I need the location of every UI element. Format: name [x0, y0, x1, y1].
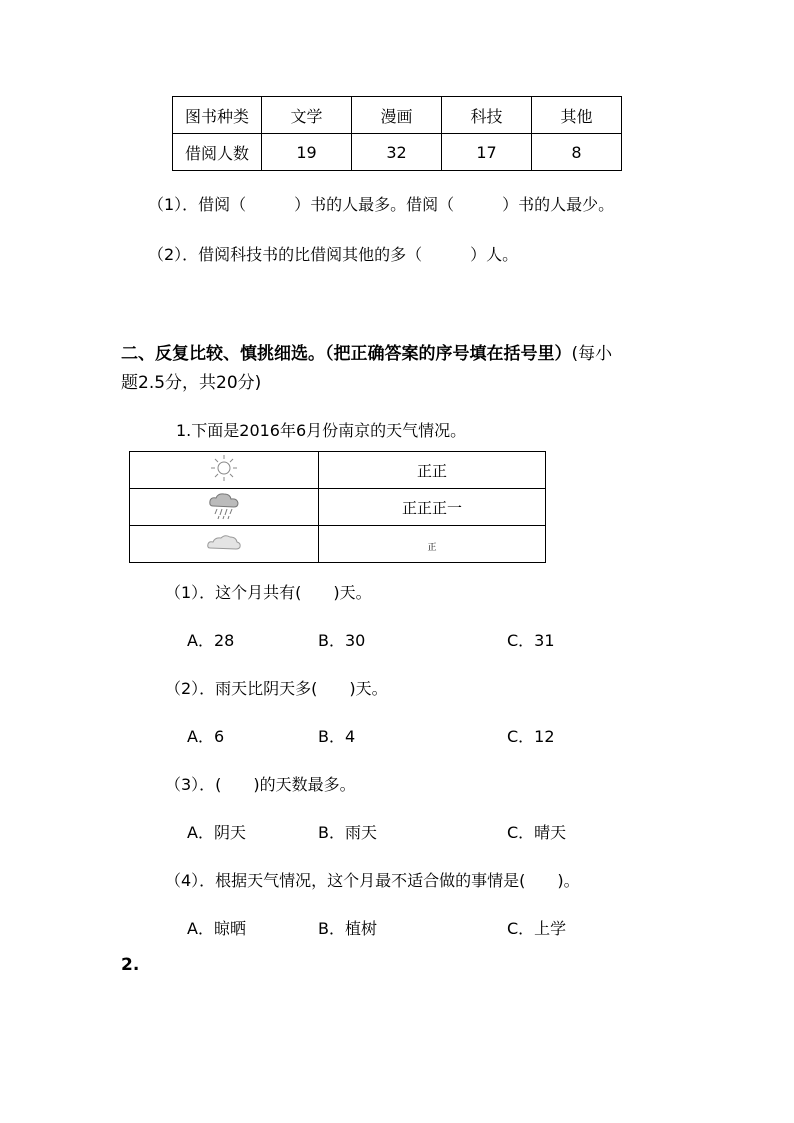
- weather-intro: 1.下面是2016年6月份南京的天气情况。: [176, 421, 467, 440]
- table-cell: 借阅人数: [173, 134, 262, 171]
- table-cell: 文学: [262, 97, 352, 134]
- section-title-rest: (每小: [571, 344, 613, 364]
- table-cell: 漫画: [352, 97, 442, 134]
- table-cell: [130, 452, 319, 489]
- table-cell: [319, 526, 546, 563]
- option-b: B．30: [318, 631, 366, 650]
- table-cell: [130, 489, 319, 526]
- table-cell: 19: [262, 134, 352, 171]
- option-a: A．晾晒: [187, 919, 246, 938]
- section-title-bold: 二、反复比较、慎挑细选。（把正确答案的序号填在括号里）: [121, 344, 572, 364]
- table-cell: 8: [532, 134, 622, 171]
- question-1-text: （1）．借阅（ ）书的人最多。借阅（ ）书的人最少。: [148, 195, 615, 214]
- sub-question-4: （4）．根据天气情况，这个月最不适合做的事情是( )。: [165, 871, 580, 890]
- table-cell: [319, 489, 546, 526]
- table-row: [173, 134, 622, 171]
- books-table: [172, 96, 622, 171]
- cloud-icon: [206, 537, 242, 556]
- table-cell: 科技: [442, 97, 532, 134]
- tally-marks: 正正: [416, 461, 447, 480]
- table-cell: 其他: [532, 97, 622, 134]
- tally-marks: 正正正一: [401, 498, 462, 517]
- table-cell: [130, 526, 319, 563]
- option-b: B．植树: [318, 919, 377, 938]
- option-a: A．28: [187, 631, 235, 650]
- sub-question-2: （2）．雨天比阴天多( )天。: [165, 679, 388, 698]
- option-c: C．晴天: [507, 823, 567, 842]
- table-cell: 32: [352, 134, 442, 171]
- tally-marks: 正: [427, 542, 437, 553]
- table-row: [130, 452, 546, 489]
- option-a: A．6: [187, 727, 225, 746]
- section-title-line2: 题2.5分，共20分): [121, 373, 262, 393]
- option-b: B．雨天: [318, 823, 377, 842]
- option-c: C．31: [507, 631, 555, 650]
- weather-table: [129, 451, 546, 563]
- rain-cloud-icon: [207, 505, 241, 524]
- table-row: [130, 489, 546, 526]
- table-cell: [319, 452, 546, 489]
- option-c: C．12: [507, 727, 555, 746]
- sub-question-1: （1）．这个月共有( )天。: [165, 583, 372, 602]
- next-question-number: 2.: [121, 955, 140, 975]
- option-c: C．上学: [507, 919, 567, 938]
- sub-question-3: （3）．( )的天数最多。: [165, 775, 356, 794]
- option-b: B．4: [318, 727, 356, 746]
- section-title: [121, 339, 612, 364]
- option-a: A．阴天: [187, 823, 246, 842]
- table-row: [130, 526, 546, 563]
- table-cell: 17: [442, 134, 532, 171]
- question-2-text: （2）．借阅科技书的比借阅其他的多（ ）人。: [148, 245, 519, 264]
- table-cell: 图书种类: [173, 97, 262, 134]
- sun-icon: [207, 467, 241, 486]
- table-row: [173, 97, 622, 134]
